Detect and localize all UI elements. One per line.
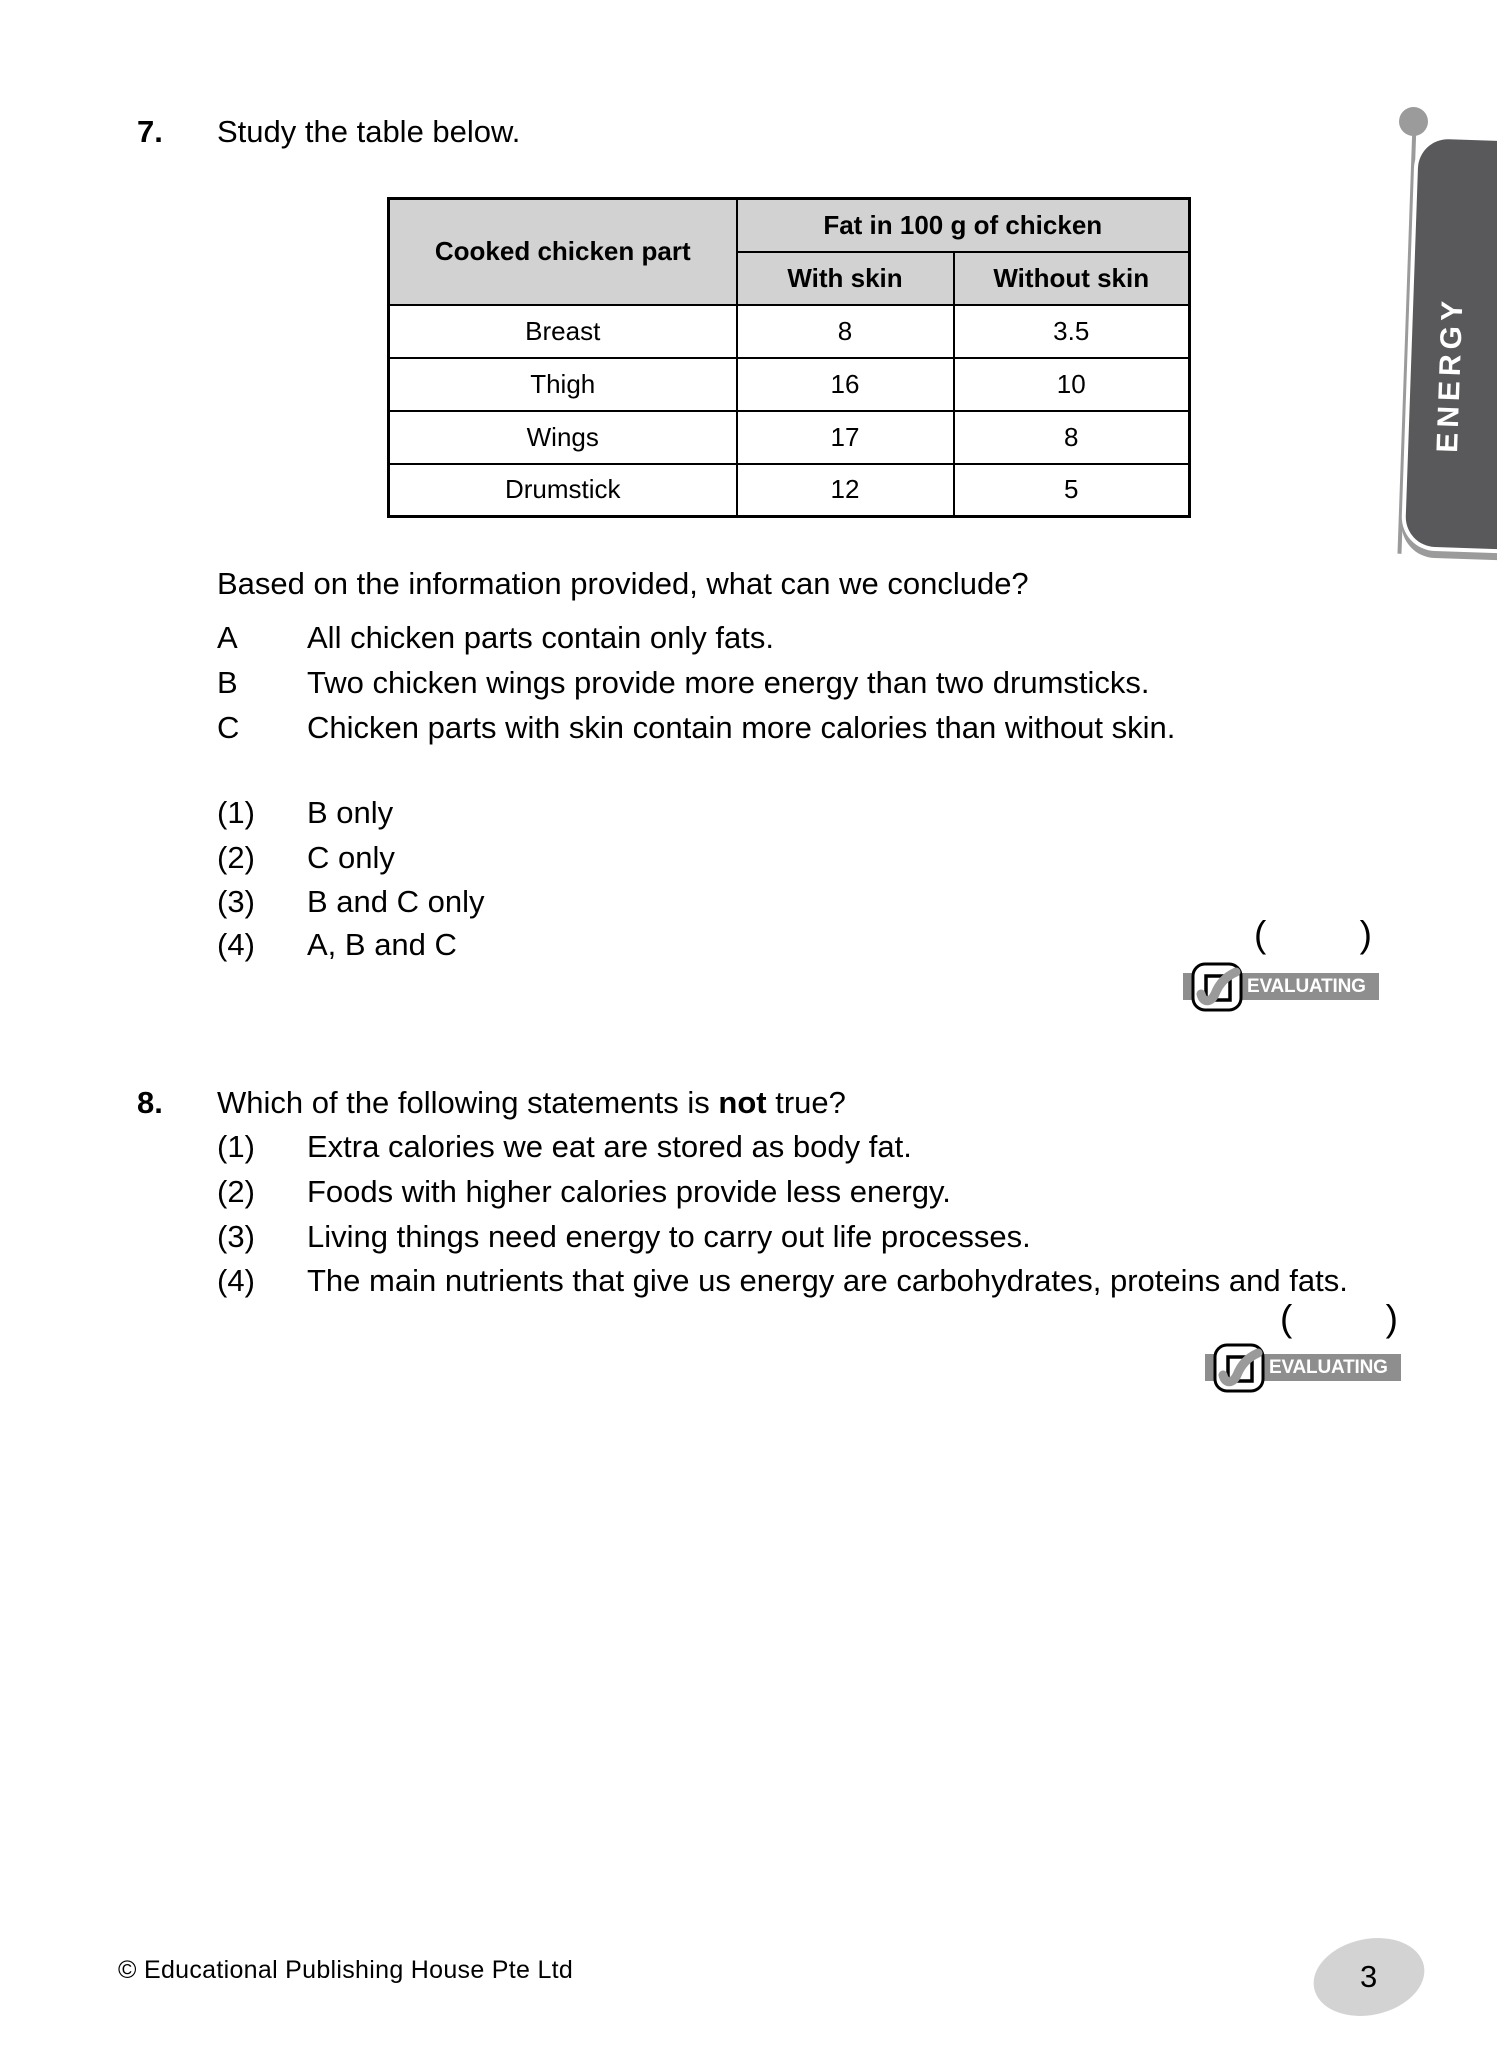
cell-without-skin: 8 (954, 411, 1190, 464)
cell-without-skin: 5 (954, 464, 1190, 517)
skill-badge-label: EVALUATING (1205, 1354, 1401, 1381)
question-title: Which of the following statements is not true? (217, 1085, 846, 1120)
skill-badge-label: EVALUATING (1183, 973, 1379, 1000)
copyright-text: © Educational Publishing House Pte Ltd (118, 1956, 574, 1984)
checkbox-check-icon (1191, 962, 1243, 1012)
option-3: (3) B and C only (217, 884, 485, 919)
cell-part: Thigh (389, 358, 737, 411)
page-number: 3 (1360, 1959, 1378, 1994)
answer-blank: ( ) (1280, 1298, 1398, 1339)
question-8-header (137, 1080, 846, 1125)
option-4: (4) The main nutrients that give us energy are carbohydrates, proteins and fats. (217, 1263, 1348, 1298)
option-1: (1) Extra calories we eat are stored as body fat. (217, 1129, 912, 1164)
question-number: 8. (137, 1085, 163, 1120)
table-row (389, 358, 1190, 411)
option-4: (4) A, B and C (217, 927, 457, 962)
question-prompt: Study the table below. (217, 114, 521, 149)
table-row (389, 305, 1190, 358)
cell-part: Wings (389, 411, 737, 464)
statement-a: A All chicken parts contain only fats. (217, 620, 774, 655)
option-3: (3) Living things need energy to carry out life processes. (217, 1219, 1031, 1254)
option-2: (2) C only (217, 840, 395, 875)
energy-tab-group (1391, 128, 1497, 575)
cell-without-skin: 10 (954, 358, 1190, 411)
table-row (389, 464, 1190, 517)
cell-with-skin: 16 (737, 358, 954, 411)
cell-without-skin: 3.5 (954, 305, 1190, 358)
answer-blank: ( ) (1254, 914, 1372, 955)
statement-c: C Chicken parts with skin contain more calories than without skin. (217, 710, 1176, 745)
table-header-with-skin: With skin (737, 252, 954, 305)
cell-with-skin: 8 (737, 305, 954, 358)
question-number: 7. (137, 114, 163, 149)
cell-part: Drumstick (389, 464, 737, 517)
option-2: (2) Foods with higher calories provide less energy. (217, 1174, 951, 1209)
cell-with-skin: 12 (737, 464, 954, 517)
evaluating-badge (1183, 962, 1379, 1012)
table-header-row (389, 199, 1190, 252)
question-7-header (137, 109, 520, 154)
fat-content-table (387, 197, 1191, 518)
option-1: (1) B only (217, 795, 394, 830)
tab-pin-circle-icon (1399, 107, 1428, 136)
question-7-text: Based on the information provided, what can we conclude? (217, 566, 1029, 601)
energy-side-tab (1405, 138, 1497, 553)
evaluating-badge (1205, 1343, 1401, 1393)
table-header-without-skin: Without skin (954, 252, 1190, 305)
table-header-fat: Fat in 100 g of chicken (737, 199, 1190, 252)
page-number-badge (1306, 1928, 1431, 2026)
checkbox-check-icon (1213, 1343, 1265, 1393)
cell-part: Breast (389, 305, 737, 358)
statement-b: B Two chicken wings provide more energy than two drumsticks. (217, 665, 1150, 700)
table-header-part: Cooked chicken part (389, 199, 737, 305)
cell-with-skin: 17 (737, 411, 954, 464)
table-row (389, 411, 1190, 464)
energy-tab-label: ENERGY (1431, 295, 1470, 454)
